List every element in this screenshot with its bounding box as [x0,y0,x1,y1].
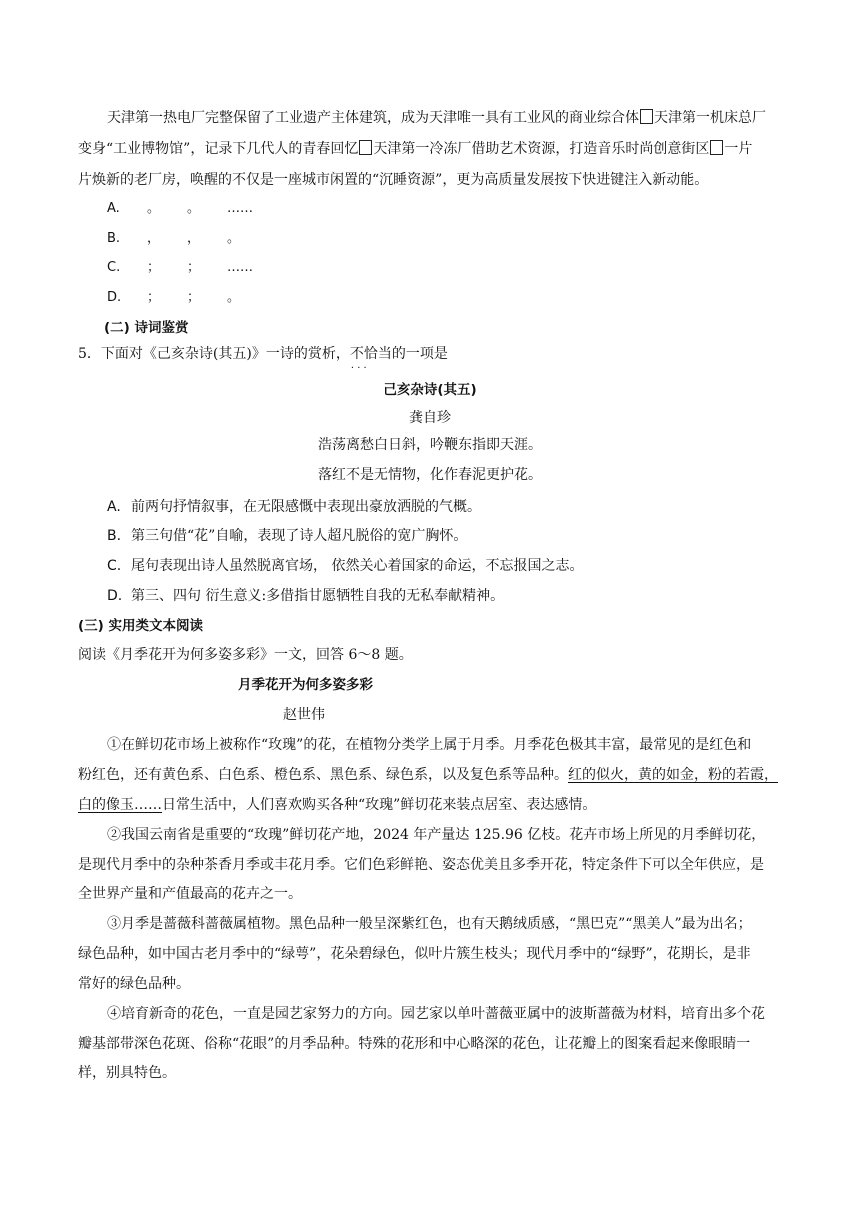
poem-author: 龚自珍 [409,410,451,426]
section-heading-poetry: (二) 诗词鉴赏 [104,320,189,336]
passage-line-3: 片焕新的老厂房，唤醒的不仅是一座城市闲置的“沉睡资源”，更为高质量发展按下快进键注入新动能。 [78,172,709,188]
underlined-text: 白的像玉…… [78,797,162,813]
para-2-line-1: ②我国云南省是重要的“玫瑰”鲜切花产地，2024 年产量达 125.96 亿枝。花卉市场上所见的月季鲜切花， [107,827,766,843]
underlined-text: 红的似火，黄的如金，粉的若霞， [568,767,778,783]
q4-option-b: B. ， ， 。 [107,231,241,246]
para-1-line-2: 粉红色，还有黄色系、白色系、橙色系、黑色系、绿色系，以及复色系等品种。红的似火，黄的如金，粉的若霞， [78,767,778,783]
q5-option-c: C. 尾句表现出诗人虽然脱离官场， 依然关心着国家的命运，不忘报国之志。 [107,558,584,574]
poem-line-1: 浩荡离愁白日斜，吟鞭东指即天涯。 [318,437,542,453]
q4-option-d: D. ； ； 。 [107,290,241,305]
q5-option-d: D. 第三、四句 衍生意义:多借指甘愿牺牲自我的无私奉献精神。 [107,588,505,604]
para-3-line-3: 常好的绿色品种。 [78,976,190,992]
para-1-line-3: 白的像玉……日常生活中，人们喜欢购买各种“玫瑰”鲜切花来装点居室、表达感情。 [78,797,597,813]
para-4-line-2: 瓣基部带深色花斑、俗称“花眼”的月季品种。特殊的花形和中心略深的花色，让花瓣上的图案看起来像眼睛一 [78,1036,751,1052]
poem-line-2: 落红不是无情物，化作春泥更护花。 [318,467,542,483]
poem-title: 己亥杂诗(其五) [383,382,477,398]
article-title: 月季花开为何多姿多彩 [238,677,373,693]
q5-option-a: A. 前两句抒情叙事，在无限感慨中表现出豪放洒脱的气概。 [107,499,481,515]
para-4-line-3: 样，别具特色。 [78,1065,176,1081]
blank-box [710,140,723,155]
q4-option-c: C. ； ； …… [107,260,253,275]
para-1-line-1: ①在鲜切花市场上被称作“玫瑰”的花，在植物分类学上属于月季。月季花色极其丰富，最常见的是红色和 [107,737,752,753]
q4-option-a: A. 。 。 …… [107,201,253,216]
passage-line-2: 变身“工业博物馆”，记录下几代人的青春回忆 天津第一冷冻厂借助艺术资源，打造音乐时尚创意街区 一片 [78,141,753,157]
blank-box [359,140,372,155]
article-author: 赵世伟 [283,707,325,723]
para-4-line-1: ④培育新奇的花色，一直是园艺家努力的方向。园艺家以单叶蔷薇亚属中的波斯蔷薇为材料，培育出多个花 [107,1006,765,1022]
q5-option-b: B. 第三句借“花”自喻，表现了诗人超凡脱俗的宽广胸怀。 [107,528,468,544]
para-2-line-2: 是现代月季中的杂种茶香月季或丰花月季。它们色彩鲜艳、姿态优美且多季开花，特定条件下可以全年供应，是 [78,857,764,873]
para-3-line-2: 绿色品种，如中国古老月季中的“绿萼”，花朵碧绿色，似叶片簇生枝头；现代月季中的“绿野”，花期长，是非 [78,946,751,962]
blank-box [640,109,653,124]
para-3-line-1: ③月季是蔷薇科蔷薇属植物。黑色品种一般呈深紫红色，也有天鹅绒质感，“黑巴克”“黑美人”最为出名； [107,916,752,932]
passage-line-1: 天津第一热电厂完整保留了工业遗产主体建筑，成为天津唯一具有工业风的商业综合体 天津第一机床总厂 [107,110,766,126]
section-heading-reading: (三) 实用类文本阅读 [78,618,204,634]
para-2-line-3: 全世界产量和产值最高的花卉之一。 [78,886,302,902]
reading-intro: 阅读《月季花开为何多姿多彩》一文，回答 6～8 题。 [78,647,413,663]
q5-prompt: 5．下面对《己亥杂诗(其五)》一诗的赏析，不恰当 · · ·的一项是 [78,344,448,364]
